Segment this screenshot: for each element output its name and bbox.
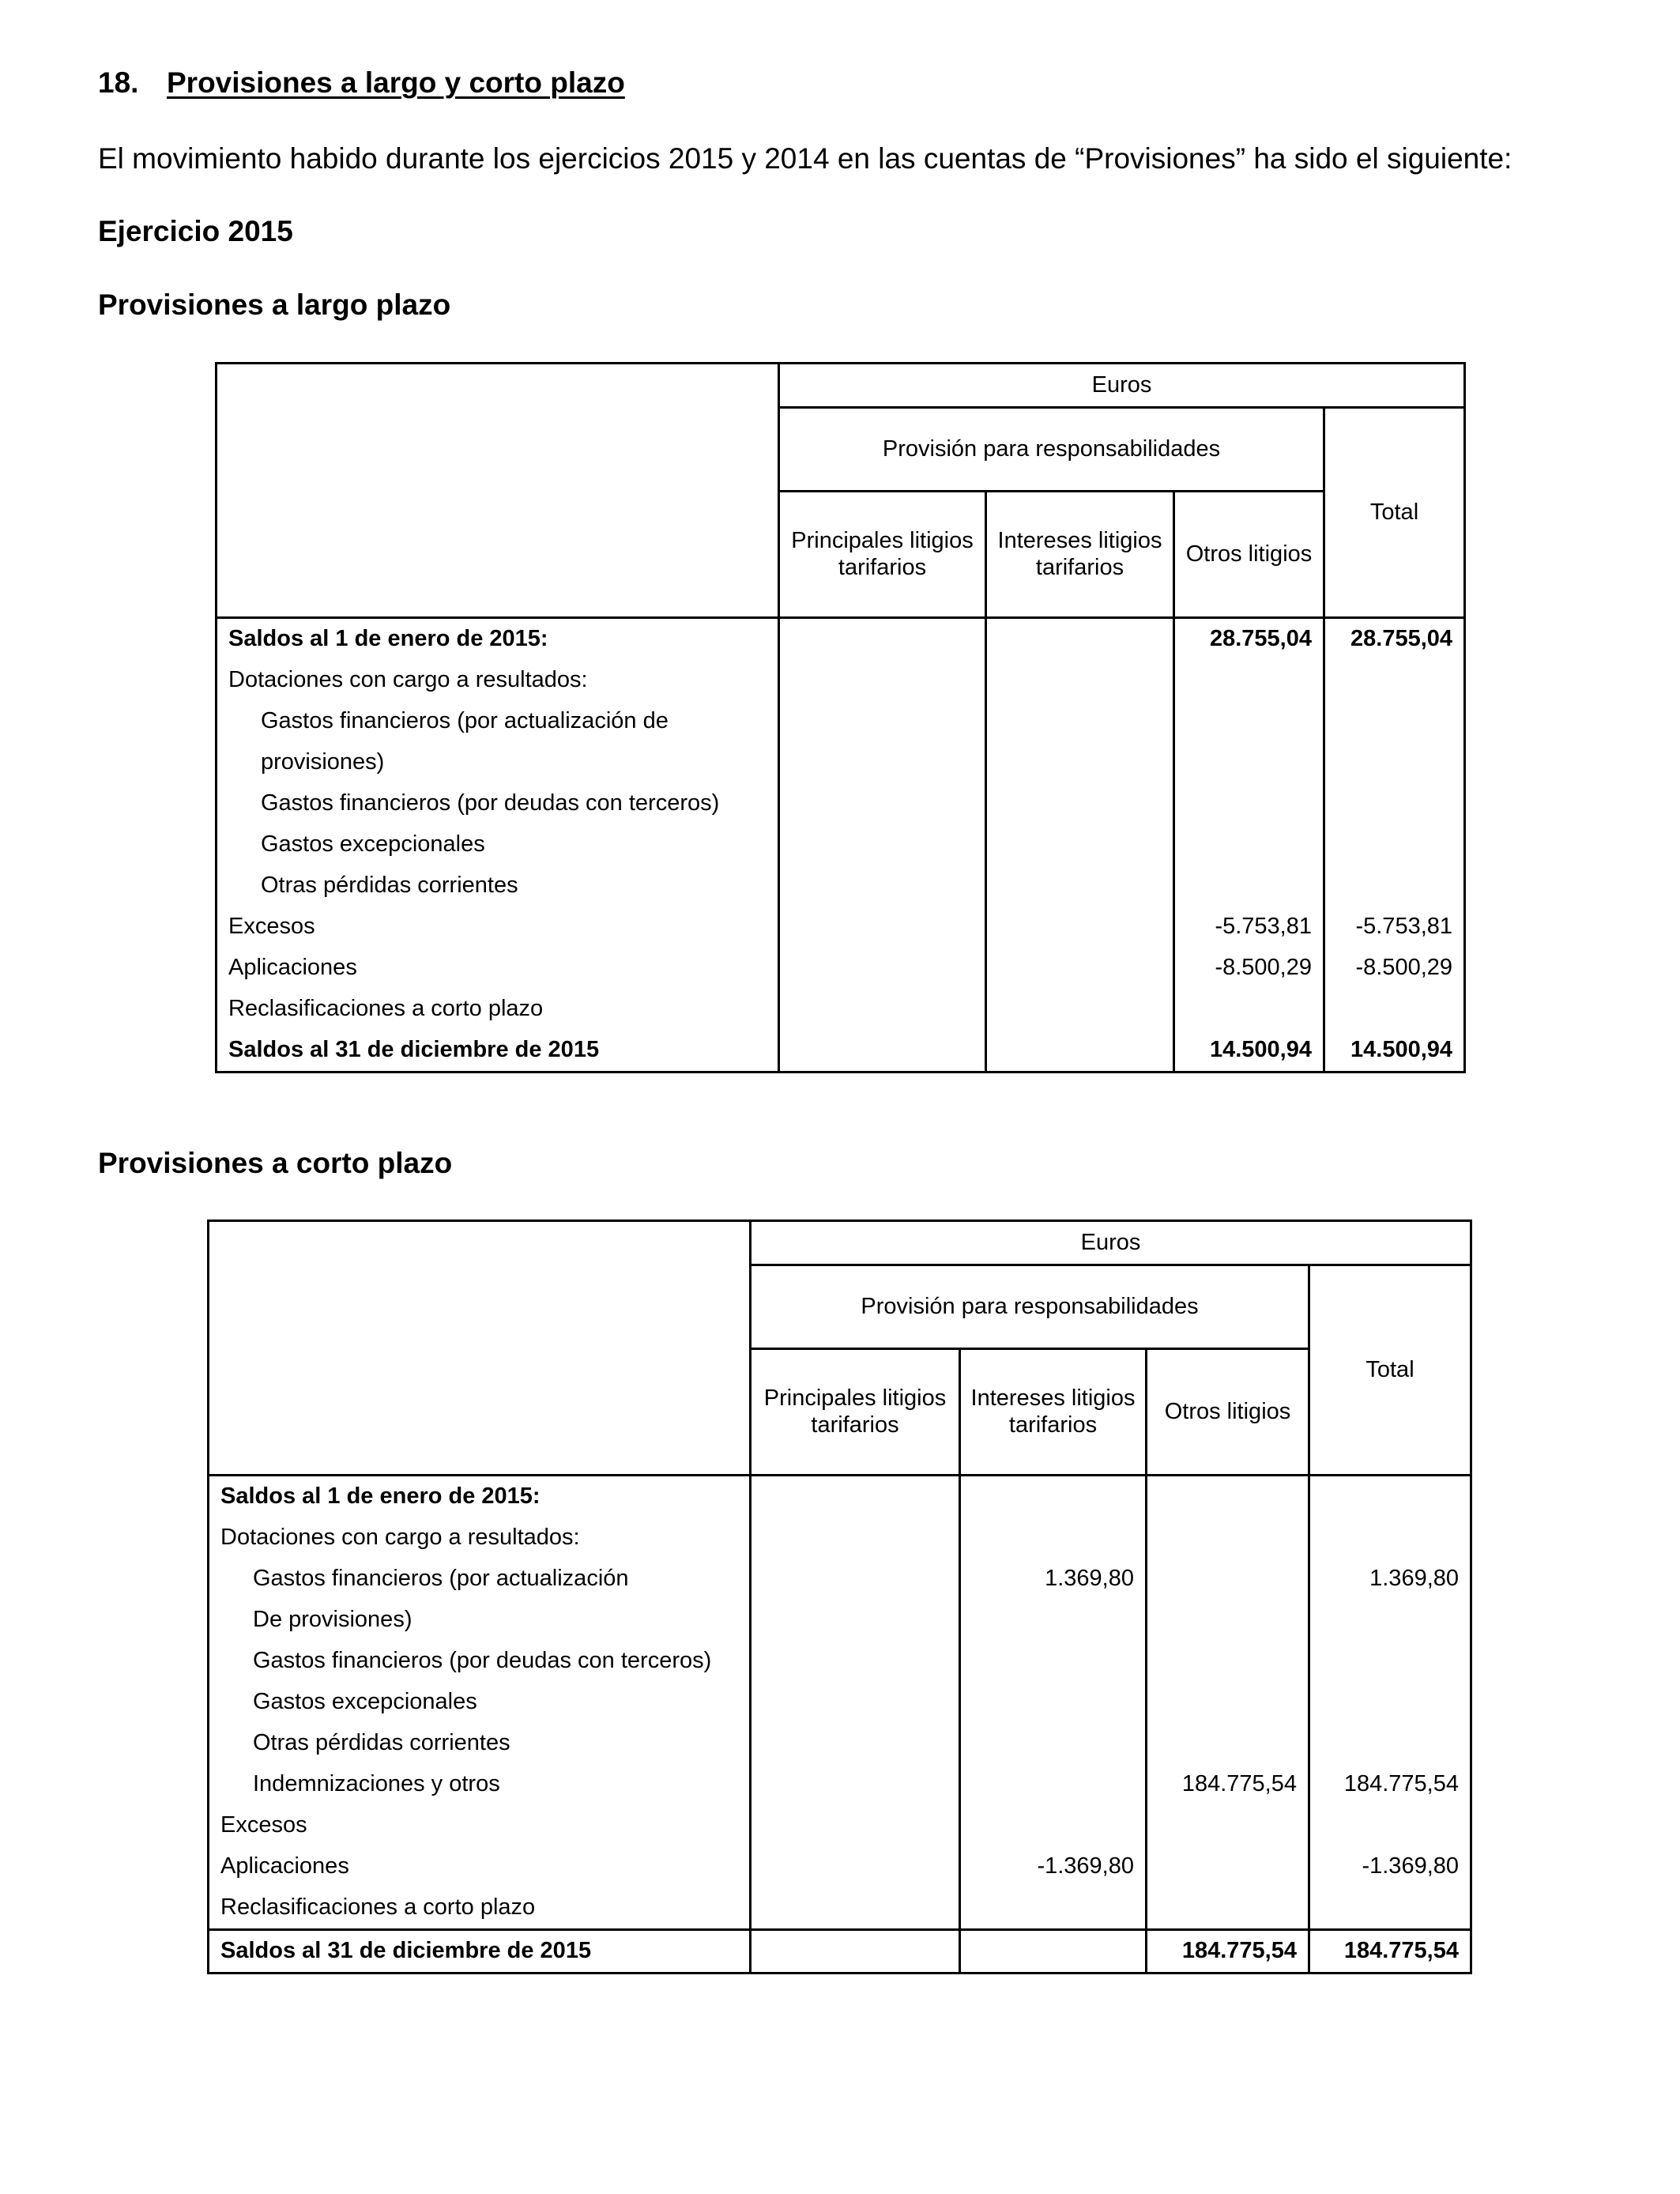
table-row bbox=[209, 1805, 1471, 1846]
cell-intereses bbox=[960, 1641, 1147, 1682]
cell-principales bbox=[751, 1641, 960, 1682]
cell-intereses bbox=[960, 1723, 1147, 1764]
cell-intereses bbox=[986, 865, 1174, 907]
cell-total bbox=[1309, 1682, 1471, 1723]
cell-total bbox=[1324, 865, 1465, 907]
col-intereses-header: Intereses litigios tarifarios bbox=[986, 492, 1174, 618]
cell-intereses bbox=[986, 989, 1174, 1030]
cell-intereses bbox=[986, 701, 1174, 742]
row-label: Gastos financieros (por deudas con terceros) bbox=[209, 1641, 751, 1682]
cell-principales bbox=[779, 618, 986, 661]
cell-principales bbox=[751, 1682, 960, 1723]
cell-otros bbox=[1174, 824, 1324, 865]
cell-total bbox=[1309, 1805, 1471, 1846]
cell-principales bbox=[751, 1887, 960, 1930]
cell-otros bbox=[1147, 1517, 1309, 1559]
table-row bbox=[209, 1930, 1471, 1973]
group-header: Provisión para responsabilidades bbox=[751, 1265, 1309, 1349]
total-header: Total bbox=[1324, 408, 1465, 618]
cell-otros bbox=[1174, 660, 1324, 701]
cell-intereses bbox=[986, 742, 1174, 783]
cell-principales bbox=[751, 1723, 960, 1764]
cell-otros bbox=[1174, 989, 1324, 1030]
cell-intereses bbox=[960, 1764, 1147, 1805]
section-title: Provisiones a largo y corto plazo bbox=[167, 66, 625, 99]
cell-total bbox=[1309, 1887, 1471, 1930]
cell-principales bbox=[779, 1030, 986, 1072]
row-label: Otras pérdidas corrientes bbox=[217, 865, 779, 907]
row-label: Gastos excepcionales bbox=[209, 1682, 751, 1723]
cell-otros: 184.775,54 bbox=[1147, 1930, 1309, 1973]
cell-principales bbox=[751, 1476, 960, 1518]
cell-principales bbox=[751, 1600, 960, 1641]
cell-intereses bbox=[986, 618, 1174, 661]
cell-otros: 14.500,94 bbox=[1174, 1030, 1324, 1072]
row-label: Saldos al 1 de enero de 2015: bbox=[209, 1476, 751, 1518]
cell-otros: 28.755,04 bbox=[1174, 618, 1324, 661]
cell-otros bbox=[1174, 701, 1324, 742]
cell-principales bbox=[779, 948, 986, 989]
col-otros-header: Otros litigios bbox=[1147, 1349, 1309, 1476]
table-row bbox=[217, 660, 1465, 701]
row-label: Gastos excepcionales bbox=[217, 824, 779, 865]
col-otros-header: Otros litigios bbox=[1174, 492, 1324, 618]
cell-otros: 184.775,54 bbox=[1147, 1764, 1309, 1805]
currency-header: Euros bbox=[751, 1221, 1471, 1265]
cell-intereses bbox=[986, 948, 1174, 989]
cell-total bbox=[1324, 701, 1465, 742]
cell-intereses bbox=[986, 1030, 1174, 1072]
table-row bbox=[209, 1682, 1471, 1723]
cell-otros bbox=[1147, 1887, 1309, 1930]
year-heading: Ejercicio 2015 bbox=[98, 215, 293, 247]
table-row bbox=[209, 1559, 1471, 1600]
cell-otros bbox=[1174, 865, 1324, 907]
table-row bbox=[217, 618, 1465, 661]
cell-total: -1.369,80 bbox=[1309, 1846, 1471, 1887]
section-number: 18. bbox=[98, 66, 139, 99]
cell-total: 184.775,54 bbox=[1309, 1764, 1471, 1805]
cell-principales bbox=[779, 989, 986, 1030]
table-row bbox=[217, 1030, 1465, 1072]
cell-principales bbox=[779, 742, 986, 783]
cell-principales bbox=[779, 701, 986, 742]
cell-intereses bbox=[960, 1887, 1147, 1930]
row-label: Otras pérdidas corrientes bbox=[209, 1723, 751, 1764]
table-row bbox=[217, 824, 1465, 865]
row-label: Reclasificaciones a corto plazo bbox=[217, 989, 779, 1030]
table-row bbox=[209, 1517, 1471, 1559]
cell-total bbox=[1324, 989, 1465, 1030]
cell-otros bbox=[1147, 1600, 1309, 1641]
row-label: Excesos bbox=[209, 1805, 751, 1846]
table-row bbox=[209, 1723, 1471, 1764]
cell-otros bbox=[1147, 1682, 1309, 1723]
group-header: Provisión para responsabilidades bbox=[779, 408, 1324, 492]
table-row bbox=[217, 783, 1465, 824]
cell-intereses bbox=[960, 1805, 1147, 1846]
table-row bbox=[209, 1764, 1471, 1805]
cell-intereses: -1.369,80 bbox=[960, 1846, 1147, 1887]
cell-total bbox=[1324, 783, 1465, 824]
cell-total bbox=[1309, 1723, 1471, 1764]
cell-intereses bbox=[960, 1930, 1147, 1973]
empty-header-cell bbox=[209, 1221, 751, 1476]
cell-otros bbox=[1147, 1559, 1309, 1600]
row-label: Gastos financieros (por actualización de bbox=[217, 701, 779, 742]
cell-total: 1.369,80 bbox=[1309, 1559, 1471, 1600]
col-principales-header: Principales litigios tarifarios bbox=[779, 492, 986, 618]
table-row bbox=[217, 701, 1465, 742]
row-label: Dotaciones con cargo a resultados: bbox=[209, 1517, 751, 1559]
cell-principales bbox=[751, 1930, 960, 1973]
cell-principales bbox=[751, 1846, 960, 1887]
table-row bbox=[209, 1600, 1471, 1641]
total-header: Total bbox=[1309, 1265, 1471, 1476]
cell-intereses: 1.369,80 bbox=[960, 1559, 1147, 1600]
col-intereses-header: Intereses litigios tarifarios bbox=[960, 1349, 1147, 1476]
cell-intereses bbox=[960, 1600, 1147, 1641]
table-row bbox=[209, 1476, 1471, 1518]
cell-intereses bbox=[960, 1476, 1147, 1518]
table-row bbox=[217, 989, 1465, 1030]
intro-paragraph: El movimiento habido durante los ejercicios 2015 y 2014 en las cuentas de “Provisiones” ha sido el siguiente: bbox=[98, 142, 1512, 175]
cell-total bbox=[1324, 660, 1465, 701]
cell-principales bbox=[779, 865, 986, 907]
cell-intereses bbox=[986, 907, 1174, 948]
col-principales-header: Principales litigios tarifarios bbox=[751, 1349, 960, 1476]
cell-total bbox=[1309, 1476, 1471, 1518]
cell-otros bbox=[1147, 1805, 1309, 1846]
cell-intereses bbox=[986, 660, 1174, 701]
cell-principales bbox=[751, 1517, 960, 1559]
cell-principales bbox=[779, 660, 986, 701]
cell-otros bbox=[1147, 1723, 1309, 1764]
cell-otros bbox=[1174, 742, 1324, 783]
empty-header-cell bbox=[217, 364, 779, 618]
cell-otros: -5.753,81 bbox=[1174, 907, 1324, 948]
row-label: De provisiones) bbox=[209, 1600, 751, 1641]
table-row bbox=[209, 1887, 1471, 1930]
cell-total: 14.500,94 bbox=[1324, 1030, 1465, 1072]
cell-total: -5.753,81 bbox=[1324, 907, 1465, 948]
table-row bbox=[217, 742, 1465, 783]
row-label: Indemnizaciones y otros bbox=[209, 1764, 751, 1805]
table-row bbox=[209, 1641, 1471, 1682]
cell-total: 28.755,04 bbox=[1324, 618, 1465, 661]
cell-intereses bbox=[960, 1682, 1147, 1723]
row-label: Saldos al 31 de diciembre de 2015 bbox=[217, 1030, 779, 1072]
cell-otros bbox=[1147, 1641, 1309, 1682]
cell-otros: -8.500,29 bbox=[1174, 948, 1324, 989]
short-term-table bbox=[207, 1220, 1472, 1974]
cell-otros bbox=[1174, 783, 1324, 824]
row-label: Aplicaciones bbox=[217, 948, 779, 989]
row-label: Gastos financieros (por deudas con terceros) bbox=[217, 783, 779, 824]
cell-intereses bbox=[986, 824, 1174, 865]
table-row bbox=[217, 907, 1465, 948]
cell-total bbox=[1309, 1600, 1471, 1641]
cell-otros bbox=[1147, 1846, 1309, 1887]
section-heading bbox=[98, 66, 625, 100]
row-label: Saldos al 31 de diciembre de 2015 bbox=[209, 1930, 751, 1973]
cell-total bbox=[1324, 742, 1465, 783]
cell-total bbox=[1309, 1641, 1471, 1682]
currency-header: Euros bbox=[779, 364, 1465, 408]
long-term-heading: Provisiones a largo plazo bbox=[98, 288, 451, 321]
row-label: provisiones) bbox=[217, 742, 779, 783]
row-label: Gastos financieros (por actualización bbox=[209, 1559, 751, 1600]
row-label: Aplicaciones bbox=[209, 1846, 751, 1887]
row-label: Dotaciones con cargo a resultados: bbox=[217, 660, 779, 701]
row-label: Reclasificaciones a corto plazo bbox=[209, 1887, 751, 1930]
cell-principales bbox=[751, 1805, 960, 1846]
cell-principales bbox=[779, 783, 986, 824]
cell-principales bbox=[779, 824, 986, 865]
cell-principales bbox=[751, 1559, 960, 1600]
cell-principales bbox=[779, 907, 986, 948]
table-row bbox=[217, 948, 1465, 989]
row-label: Saldos al 1 de enero de 2015: bbox=[217, 618, 779, 661]
long-term-table bbox=[215, 362, 1466, 1073]
cell-total: -8.500,29 bbox=[1324, 948, 1465, 989]
short-term-heading: Provisiones a corto plazo bbox=[98, 1147, 453, 1179]
cell-otros bbox=[1147, 1476, 1309, 1518]
table-row bbox=[217, 865, 1465, 907]
cell-intereses bbox=[960, 1517, 1147, 1559]
table-row bbox=[209, 1846, 1471, 1887]
cell-total bbox=[1309, 1517, 1471, 1559]
row-label: Excesos bbox=[217, 907, 779, 948]
cell-total bbox=[1324, 824, 1465, 865]
cell-principales bbox=[751, 1764, 960, 1805]
cell-intereses bbox=[986, 783, 1174, 824]
cell-total: 184.775,54 bbox=[1309, 1930, 1471, 1973]
